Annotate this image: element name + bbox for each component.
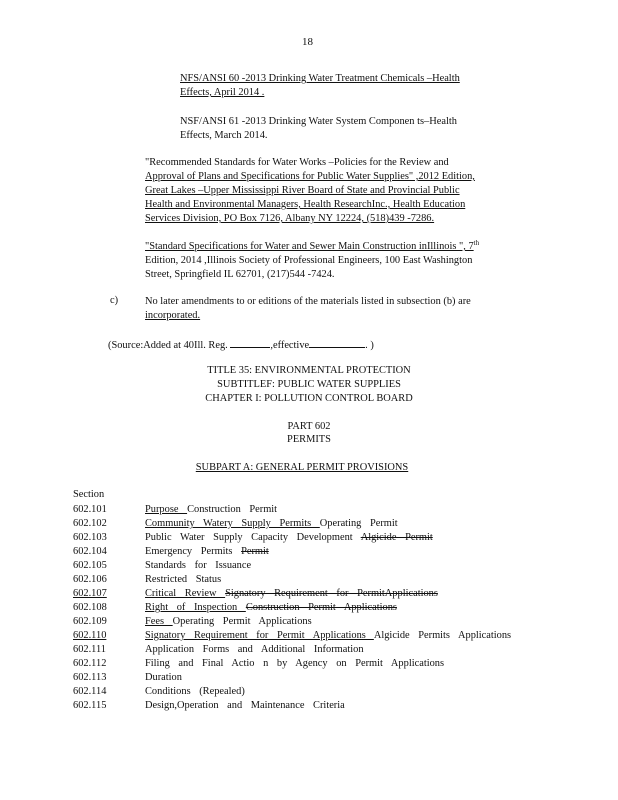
section-number: 602.112 — [73, 658, 107, 669]
inserted-text: Fees — [145, 616, 173, 627]
section-number: 602.109 — [73, 616, 107, 627]
reference-line: NSF/ANSI 61 -2013 Drinking Water System Componen ts–Health — [180, 116, 457, 127]
reference-line: Approval of Plans and Specifications for Public Water Supplies" ,2012 Edition, — [145, 171, 475, 182]
inserted-text: Right of Inspection — [145, 602, 246, 613]
reference-ten-states-standards — [145, 156, 475, 226]
section-title — [145, 587, 438, 601]
section-title — [145, 601, 397, 615]
section-number: 602.103 — [73, 532, 107, 543]
section-title — [145, 671, 182, 685]
blank-effective-date-field — [309, 337, 365, 348]
reference-line: Health and Environmental Managers, Health ResearchInc., Health Education — [145, 199, 466, 210]
inserted-text: Critical Review — [145, 588, 226, 599]
clause-label: c) — [110, 295, 119, 306]
section-text: Emergency Permits — [145, 546, 242, 557]
section-text: Application Forms and Additional Information — [145, 644, 364, 655]
reference-line: NFS/ANSI 60 -2013 Drinking Water Treatment Chemicals –Health — [180, 73, 460, 84]
page-number: 18 — [302, 36, 313, 48]
title-line: TITLE 35: ENVIRONMENTAL PROTECTION — [207, 365, 411, 376]
reference-line: Effects, March 2014. — [180, 130, 268, 141]
section-title — [145, 545, 269, 559]
section-text: Algicide Permits Applications — [373, 630, 512, 641]
reference-standard-specifications — [145, 240, 479, 282]
section-number: 602.108 — [73, 602, 107, 613]
source-note-effective: ,effective — [270, 340, 310, 351]
section-text: Duration — [145, 672, 182, 683]
section-number: 602.106 — [73, 574, 107, 585]
section-title — [145, 657, 444, 671]
reference-nsf-60 — [180, 72, 460, 100]
section-title — [145, 503, 277, 517]
section-number: 602.105 — [73, 560, 107, 571]
section-number: 602.107 — [73, 588, 107, 599]
inserted-text: Community Watery Supply Permits — [145, 518, 320, 529]
section-title — [145, 573, 221, 587]
section-number: 602.115 — [73, 700, 107, 711]
section-number: 602.111 — [73, 644, 106, 655]
deleted-text: Construction Permit Applications — [245, 602, 397, 613]
reference-line: Street, Springfield IL 62701, (217)544 -7424. — [145, 269, 335, 280]
section-text: Standards for Issuance — [145, 560, 252, 571]
reference-line: Great Lakes –Upper Mississippi River Board of State and Provincial Public — [145, 185, 460, 196]
section-title — [145, 615, 312, 629]
clause-line: No later amendments to or editions of the materials listed in subsection (b) are — [145, 296, 471, 307]
reference-line: "Standard Specifications for Water and Sewer Main Construction inIllinois ", 7th — [145, 239, 480, 252]
section-number: 602.101 — [73, 504, 107, 515]
section-text: Public Water Supply Capacity Development — [145, 532, 361, 543]
deleted-text: Algicide Permit — [360, 532, 433, 543]
inserted-text: Signatory Requirement for Permit Applications — [145, 630, 374, 641]
section-title — [145, 685, 245, 699]
section-title — [145, 699, 345, 713]
source-note-end: . ) — [365, 340, 374, 351]
chapter-line: CHAPTER I: POLLUTION CONTROL BOARD — [205, 393, 413, 404]
subtitle-line: SUBTITLEF: PUBLIC WATER SUPPLIES — [217, 379, 401, 390]
blank-register-field — [230, 337, 270, 348]
reference-nsf-61 — [180, 115, 457, 143]
section-title — [145, 531, 433, 545]
inserted-text: Purpose — [145, 504, 188, 515]
section-title — [145, 643, 364, 657]
superscript: th — [473, 239, 480, 247]
deleted-text: Permit — [241, 546, 269, 557]
section-number: 602.104 — [73, 546, 107, 557]
reference-line: "Recommended Standards for Water Works –Policies for the Review and — [145, 157, 449, 168]
part-name: PERMITS — [287, 434, 331, 445]
section-text: Restricted Status — [145, 574, 222, 585]
section-title — [145, 629, 511, 643]
section-text: Design,Operation and Maintenance Criteria — [145, 700, 345, 711]
section-title — [145, 559, 251, 573]
section-number: 602.114 — [73, 686, 107, 697]
reference-line: Edition, 2014 ,Illinois Society of Professional Engineers, 100 East Washington — [145, 255, 473, 266]
reference-line: Effects, April 2014 . — [180, 87, 265, 98]
source-note — [108, 337, 374, 351]
section-heading: Section — [73, 489, 105, 500]
section-number: 602.110 — [73, 630, 107, 641]
section-title — [145, 517, 398, 531]
reference-line: Services Division, PO Box 7126, Albany NY 12224, (518)439 -7286. — [145, 213, 435, 224]
part-number: PART 602 — [287, 421, 331, 432]
subpart-heading: SUBPART A: GENERAL PERMIT PROVISIONS — [195, 462, 409, 473]
section-text: Conditions (Repealed) — [145, 686, 245, 697]
section-text: Construction Permit — [187, 504, 278, 515]
section-text: Operating Permit — [319, 518, 398, 529]
section-number: 602.102 — [73, 518, 107, 529]
clause-line: incorporated. — [145, 310, 201, 321]
section-text: Operating Permit Applications — [172, 616, 312, 627]
source-note-prefix: (Source:Added at 40Ill. Reg. — [108, 340, 228, 351]
clause-c-text — [145, 295, 471, 323]
section-text: Filing and Final Actio n by Agency on Permit Applications — [145, 658, 445, 669]
section-number: 602.113 — [73, 672, 107, 683]
deleted-text: Signatory Requirement for PermitApplications — [225, 588, 438, 599]
